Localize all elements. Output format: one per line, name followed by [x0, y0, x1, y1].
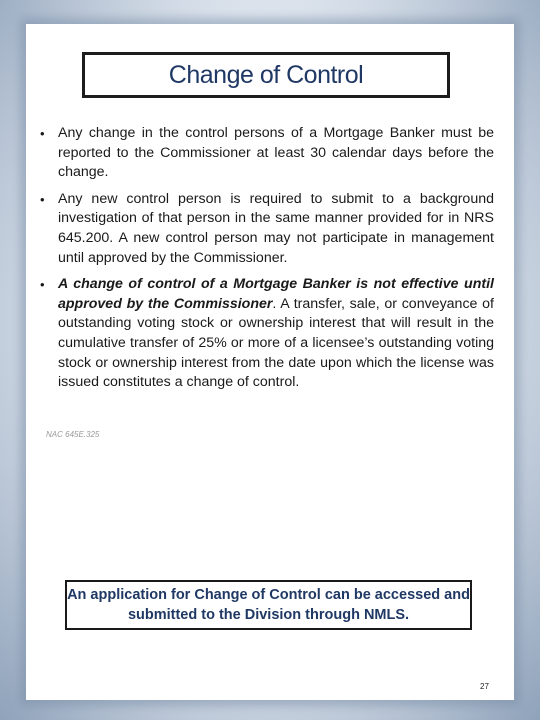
bullet-list — [32, 124, 494, 400]
bullet-text: . A transfer, sale, or conveyance of outstanding voting stock or ownership interest that will result in the cumulative transfer of 25% or more of a licensee’s outstanding voting stock or ownership interest from the date upon which the license was issued constitutes a change of control. — [58, 295, 494, 391]
bullet-dot-icon: • — [40, 126, 45, 141]
callout-text: An application for Change of Control can be accessed and submitted to the Division through NMLS. — [67, 587, 470, 623]
slide-title: Change of Control — [168, 60, 364, 89]
bullet-item — [32, 190, 494, 268]
title-box — [82, 52, 450, 98]
bullet-item — [32, 124, 494, 183]
page-number: 27 — [480, 682, 489, 691]
bullet-item — [32, 275, 494, 393]
bullet-dot-icon: • — [40, 191, 45, 207]
callout-box — [65, 580, 472, 630]
bullet-emphasis: A change of control of a Mortgage Banker is not effective until approved by the Commissioner — [58, 276, 494, 312]
bullet-text: Any change in the control persons of a Mortgage Banker must be reported to the Commissioner at least 30 calendar days before the change. — [58, 125, 494, 181]
slide — [26, 24, 514, 700]
bullet-dot-icon: • — [40, 277, 45, 293]
bullet-text: Any new control person is required to submit to a background investigation of that person in the same manner provided for in NRS 645.200. A new control person may not participate in management until approved by the Commissioner. — [58, 190, 494, 266]
citation: NAC 645E.325 — [46, 430, 100, 439]
